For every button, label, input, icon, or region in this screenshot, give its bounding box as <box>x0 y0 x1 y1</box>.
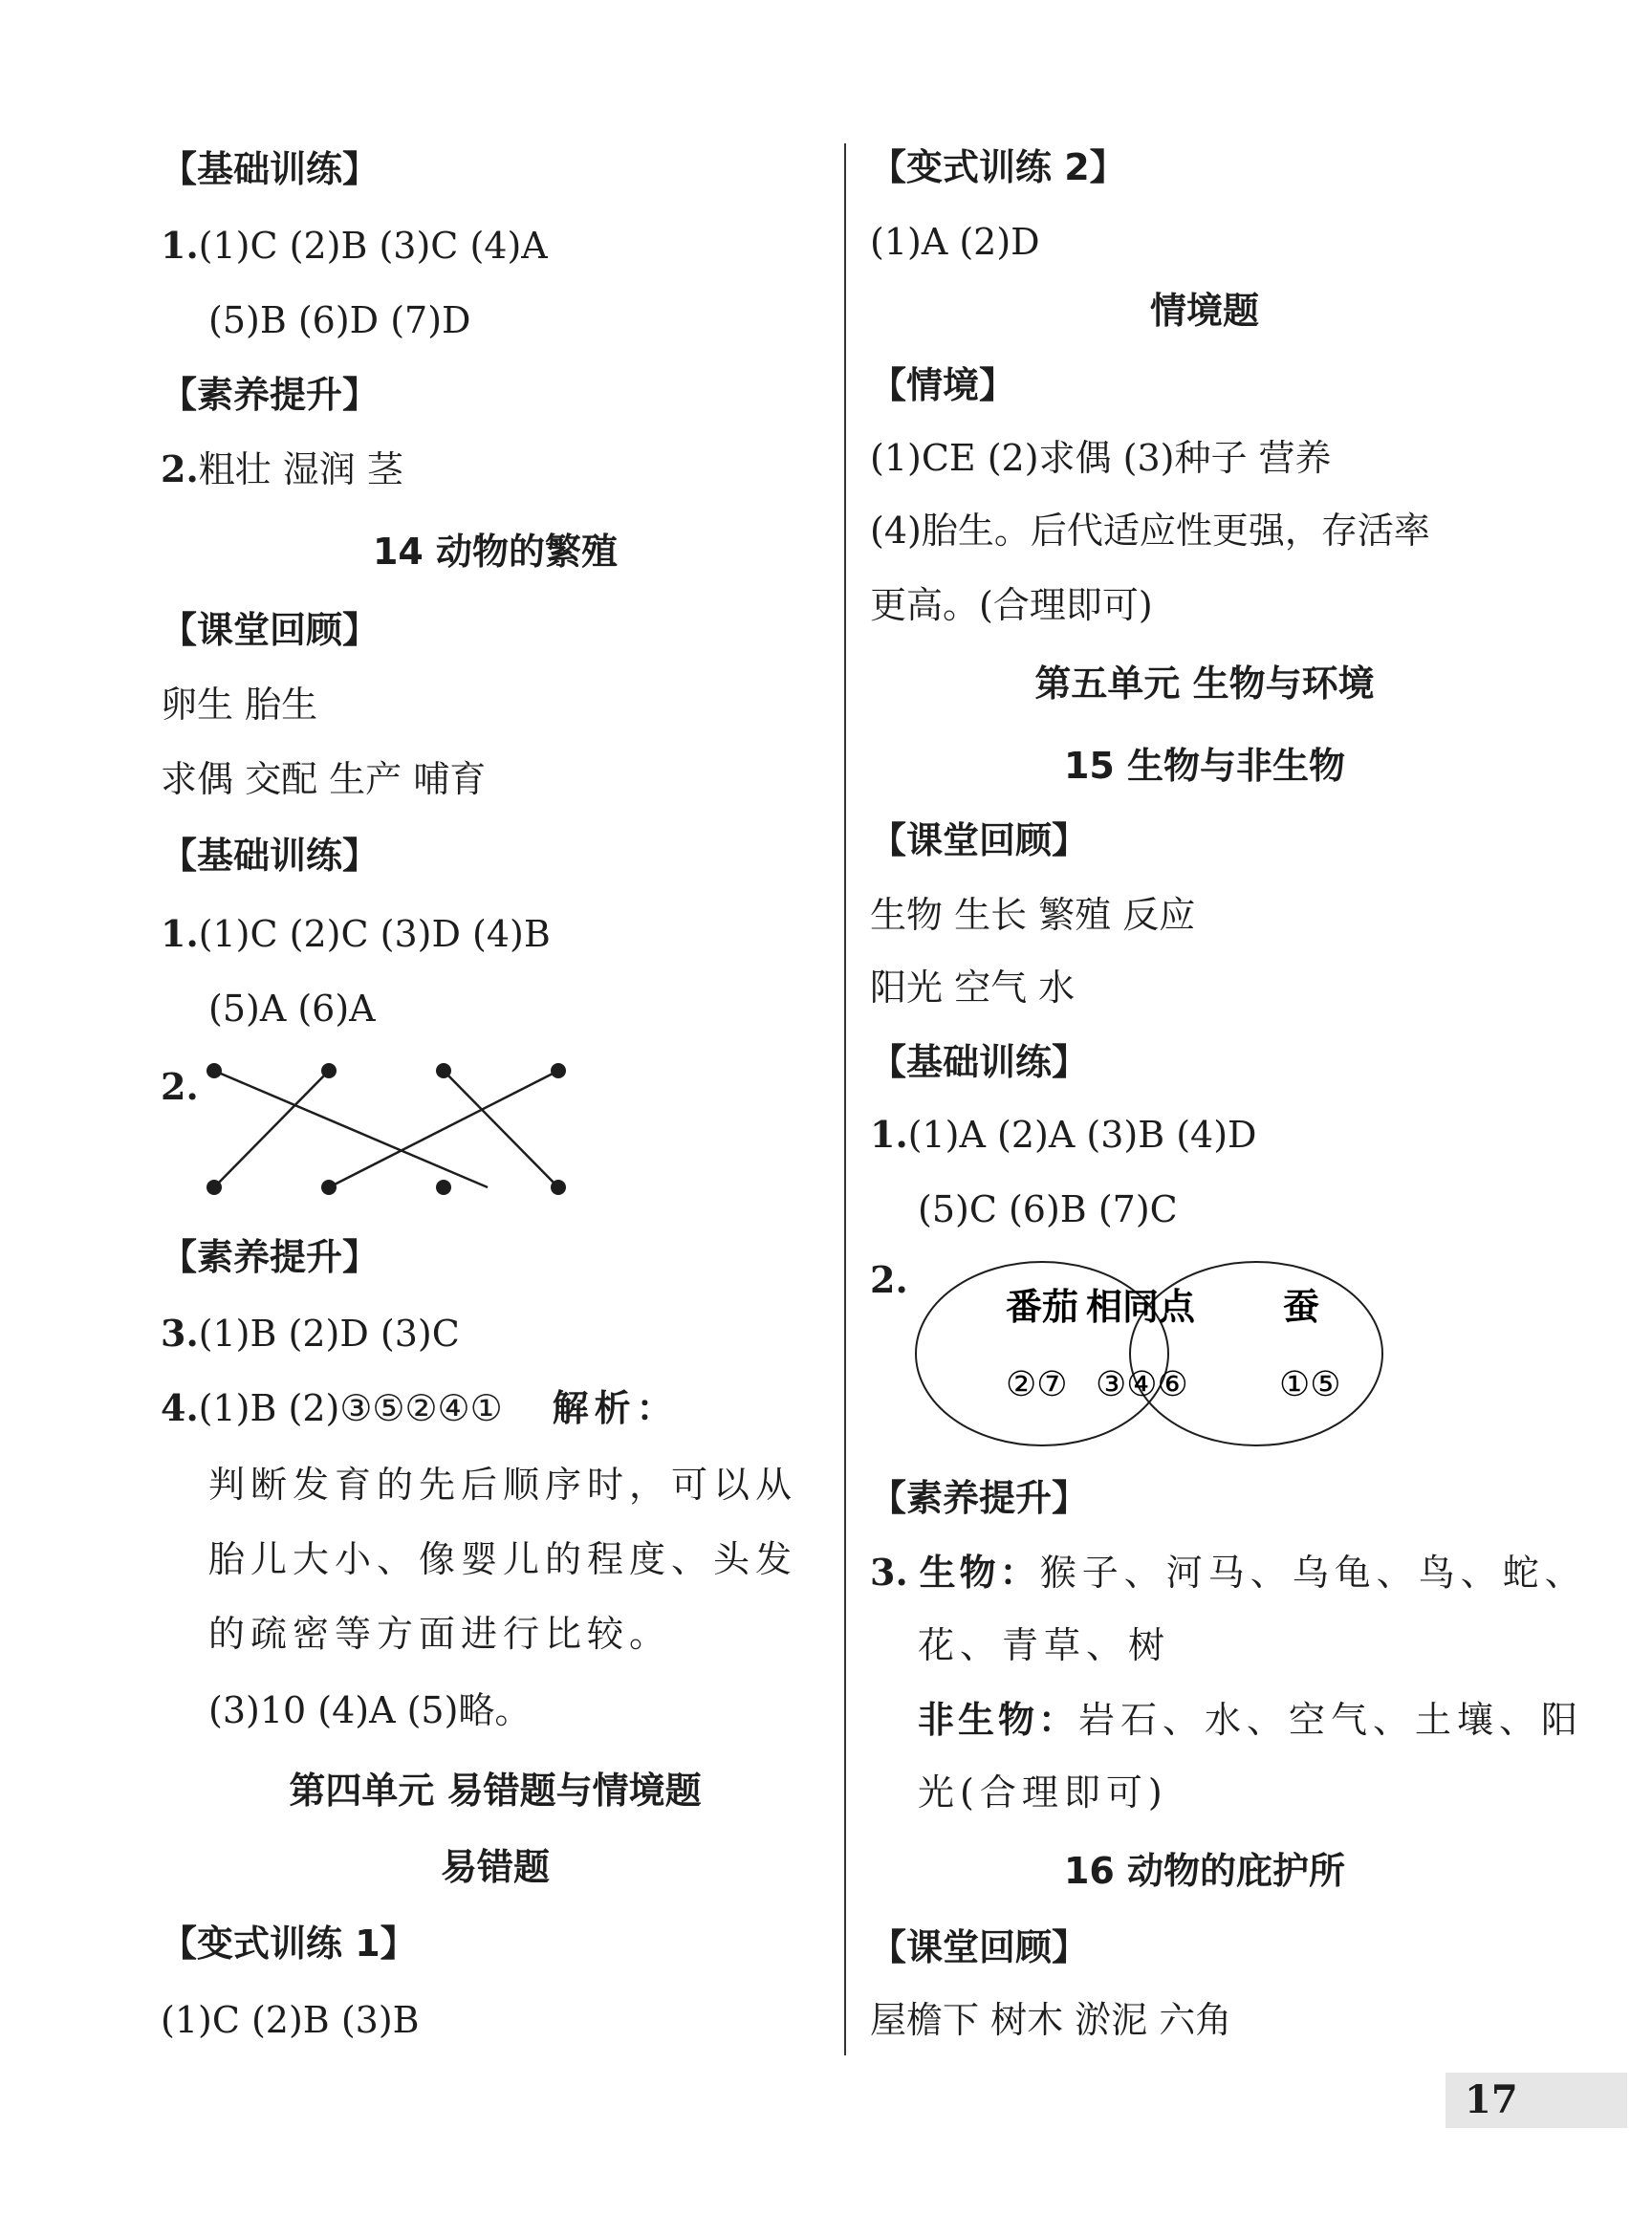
section-label: 【素养提升】 <box>870 1477 1089 1519</box>
answer-text: (1)B (2)③⑤②④① <box>198 1387 503 1429</box>
answer-text: 猴子、河马、乌龟、鸟、蛇、 <box>1039 1552 1587 1594</box>
lesson-title: 15 生物与非生物 <box>1063 745 1346 787</box>
match-dot <box>436 1063 451 1078</box>
answer-line: 光(合理即可) <box>918 1771 1168 1814</box>
category-tag: 生物： <box>919 1552 1040 1594</box>
answer-line <box>870 1551 1587 1594</box>
answer-line: 生物 生长 繁殖 反应 <box>870 894 1196 936</box>
answer-line: 卵生 胎生 <box>161 684 318 726</box>
question-number: 1. <box>161 224 199 267</box>
subsection-title: 易错题 <box>440 1846 550 1888</box>
matching-diagram <box>199 1052 600 1205</box>
answer-line: (5)B (6)D (7)D <box>208 299 471 341</box>
analysis-text: 判断发育的先后顺序时，可以从 <box>208 1464 798 1506</box>
answer-line <box>161 912 551 955</box>
answer-text: 粗壮 湿润 茎 <box>198 448 403 490</box>
page-number: 17 <box>1446 2073 1627 2128</box>
answer-line: (4)胎生。后代适应性更强，存活率 <box>870 510 1430 552</box>
section-label: 【基础训练】 <box>161 148 380 190</box>
question-number: 3. <box>870 1551 908 1594</box>
venn-right-items: ①⑤ <box>1279 1365 1341 1404</box>
section-label: 【课堂回顾】 <box>870 1926 1089 1968</box>
section-label: 【素养提升】 <box>161 374 380 416</box>
question-number: 2. <box>870 1258 908 1301</box>
answer-line: (1)CE (2)求偶 (3)种子 营养 <box>870 437 1332 479</box>
venn-diagram <box>908 1252 1405 1453</box>
unit-title: 第四单元 易错题与情境题 <box>289 1770 702 1812</box>
match-dot <box>321 1063 337 1078</box>
venn-left-label: 番茄 <box>1006 1286 1079 1328</box>
answer-line: (1)A (2)D <box>870 221 1040 263</box>
lesson-title: 14 动物的繁殖 <box>372 531 619 573</box>
answer-text: (1)C (2)C (3)D (4)B <box>198 913 551 955</box>
match-dot <box>206 1180 222 1195</box>
venn-right-label: 蚕 <box>1283 1286 1320 1328</box>
answer-line: 屋檐下 树木 淤泥 六角 <box>870 1999 1232 2041</box>
answer-line: (1)C (2)B (3)B <box>161 1999 420 2041</box>
match-line <box>214 1071 329 1187</box>
answer-line: (5)C (6)B (7)C <box>918 1188 1178 1230</box>
section-label: 【素养提升】 <box>161 1236 380 1278</box>
section-label: 【情境】 <box>870 364 1016 406</box>
answer-text: (1)A (2)A (3)B (4)D <box>907 1114 1257 1156</box>
match-dot <box>206 1063 222 1078</box>
answer-text: (1)B (2)D (3)C <box>198 1313 460 1355</box>
match-line <box>444 1071 558 1187</box>
section-label: 【课堂回顾】 <box>870 819 1089 861</box>
lesson-title: 16 动物的庇护所 <box>1063 1850 1346 1892</box>
category-tag: 非生物： <box>918 1699 1079 1741</box>
answer-text: (1)C (2)B (3)C (4)A <box>198 225 548 267</box>
match-line <box>214 1071 488 1187</box>
unit-title: 第五单元 生物与环境 <box>1034 663 1375 705</box>
answer-line: 花、青草、树 <box>918 1624 1171 1666</box>
question-number: 4. <box>161 1386 199 1429</box>
answer-line: 更高。(合理即可) <box>870 584 1153 626</box>
match-dot <box>551 1180 566 1195</box>
question-number: 2. <box>161 447 199 490</box>
section-label: 【变式训练 2】 <box>870 146 1126 188</box>
analysis-tag: 解析： <box>552 1387 679 1429</box>
answer-line: (3)10 (4)A (5)略。 <box>208 1689 532 1731</box>
answer-line <box>918 1699 1584 1741</box>
match-dot <box>436 1180 451 1195</box>
subsection-title: 情境题 <box>1149 290 1259 332</box>
answer-line <box>161 1312 460 1355</box>
answer-line: 阳光 空气 水 <box>870 967 1076 1009</box>
venn-mid-items: ③④⑥ <box>1096 1365 1188 1404</box>
section-label: 【基础训练】 <box>870 1041 1089 1083</box>
match-dot <box>321 1180 337 1195</box>
question-number: 1. <box>870 1113 908 1156</box>
question-number: 1. <box>161 912 199 955</box>
answer-line: (5)A (6)A <box>208 988 376 1030</box>
question-number: 3. <box>161 1312 199 1355</box>
section-label: 【基础训练】 <box>161 835 380 877</box>
match-dot <box>551 1063 566 1078</box>
analysis-text: 胎儿大小、像婴儿的程度、头发 <box>208 1538 798 1580</box>
answer-line <box>161 447 403 490</box>
analysis-text: 的疏密等方面进行比较。 <box>208 1613 672 1655</box>
column-divider <box>844 143 846 2055</box>
section-label: 【变式训练 1】 <box>161 1923 417 1965</box>
section-label: 【课堂回顾】 <box>161 609 380 651</box>
venn-left-items: ②⑦ <box>1006 1365 1068 1404</box>
answer-line <box>870 1113 1257 1156</box>
answer-line <box>161 224 548 267</box>
answer-text: 岩石、水、空气、土壤、阳 <box>1078 1699 1584 1741</box>
venn-mid-label: 相同点 <box>1086 1286 1196 1328</box>
question-number: 2. <box>161 1065 199 1108</box>
answer-line: 求偶 交配 生产 哺育 <box>161 758 487 800</box>
answer-line <box>161 1386 679 1429</box>
